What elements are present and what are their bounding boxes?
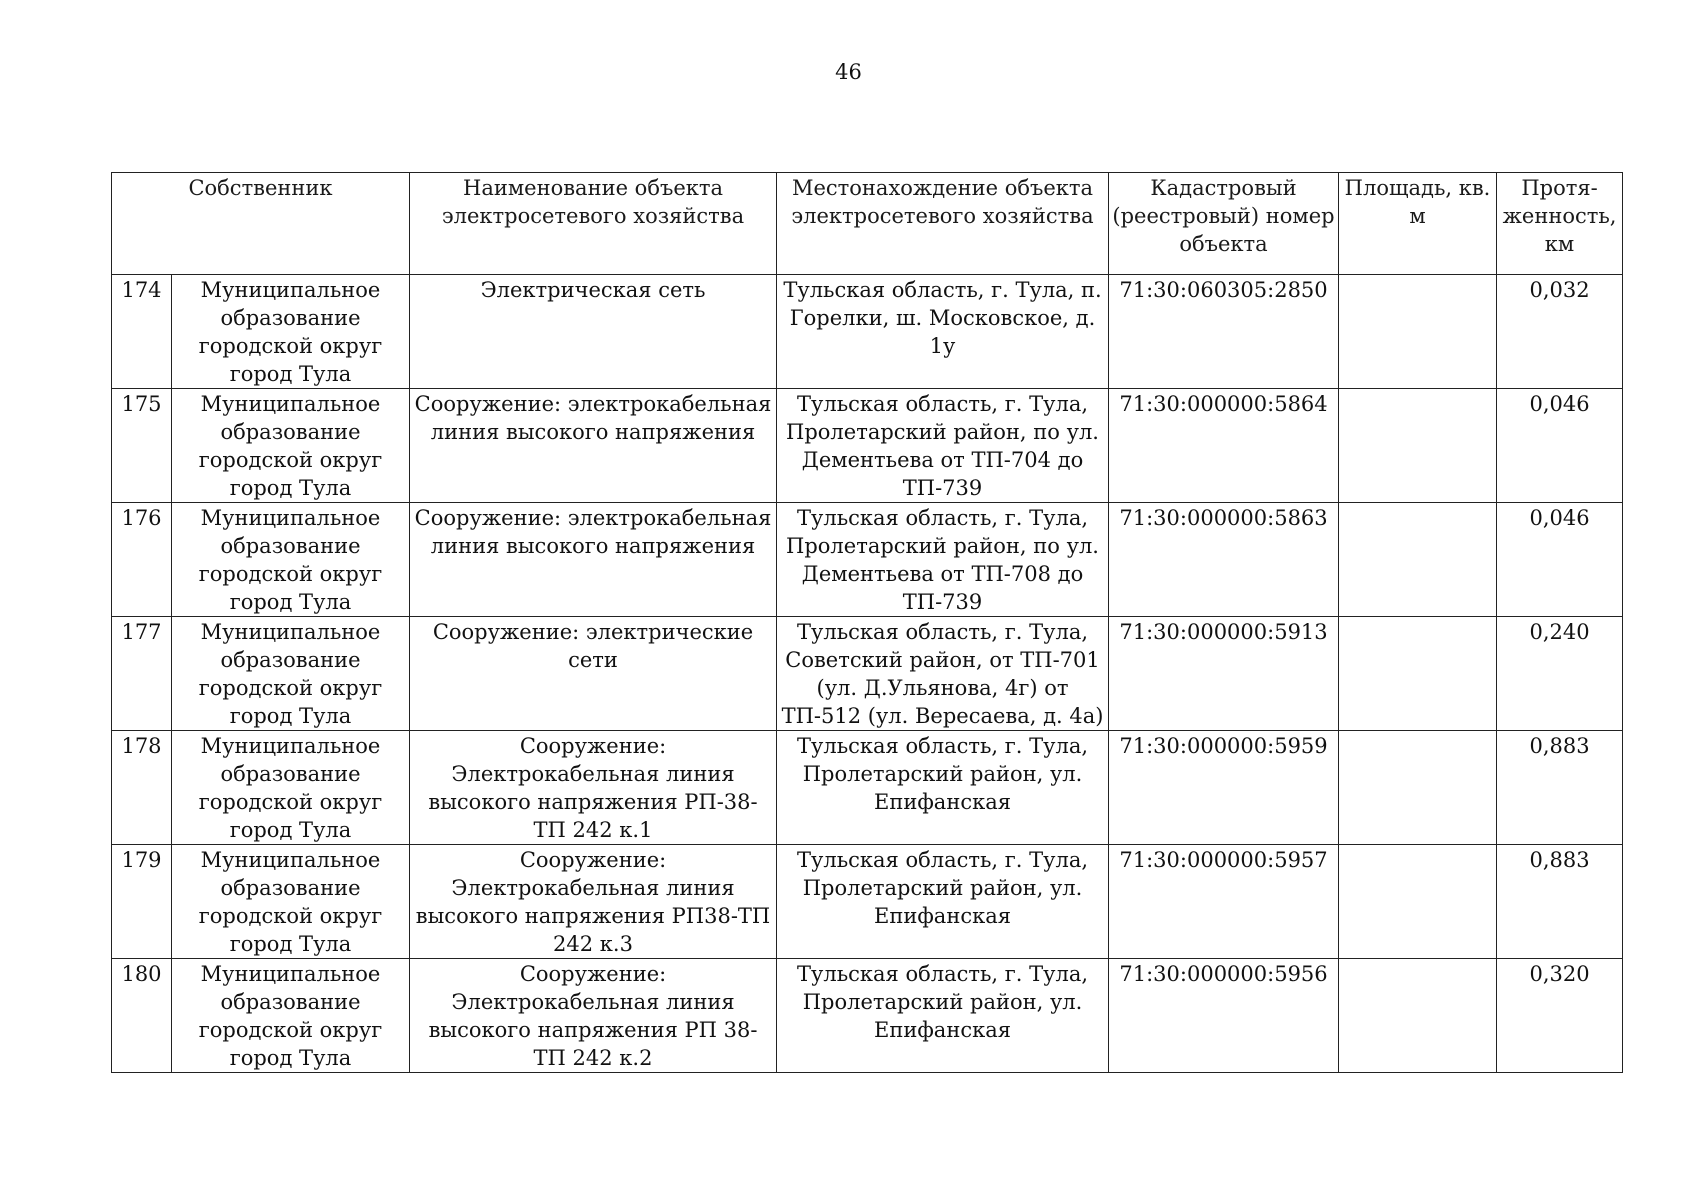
row-number: 179 <box>112 845 172 959</box>
row-number: 180 <box>112 959 172 1073</box>
cadastral-cell: 71:30:000000:5957 <box>1109 845 1339 959</box>
header-name: Наименование объекта электросетевого хозяйства <box>410 173 777 275</box>
area-cell <box>1339 731 1497 845</box>
owner-cell: Муниципальное образование городской округ город Тула <box>172 845 410 959</box>
object-name-cell: Сооружение: Электрокабельная линия высокого напряжения РП 38-ТП 242 к.2 <box>410 959 777 1073</box>
owner-cell: Муниципальное образование городской округ город Тула <box>172 503 410 617</box>
location-cell: Тульская область, г. Тула, Советский район, от ТП-701 (ул. Д.Ульянова, 4г) от ТП-512 (ул. Вересаева, д. 4а) <box>777 617 1109 731</box>
length-cell: 0,046 <box>1497 503 1623 617</box>
owner-cell: Муниципальное образование городской округ город Тула <box>172 959 410 1073</box>
header-row <box>112 173 1623 275</box>
area-cell <box>1339 275 1497 389</box>
object-name-cell: Сооружение: электрокабельная линия высокого напряжения <box>410 503 777 617</box>
row-number: 174 <box>112 275 172 389</box>
table-row <box>112 389 1623 503</box>
length-cell: 0,883 <box>1497 845 1623 959</box>
row-number: 177 <box>112 617 172 731</box>
owner-cell: Муниципальное образование городской округ город Тула <box>172 389 410 503</box>
location-cell: Тульская область, г. Тула, п. Горелки, ш. Московское, д. 1у <box>777 275 1109 389</box>
area-cell <box>1339 959 1497 1073</box>
object-name-cell: Сооружение: электрические сети <box>410 617 777 731</box>
cadastral-cell: 71:30:000000:5864 <box>1109 389 1339 503</box>
location-cell: Тульская область, г. Тула, Пролетарский район, по ул. Дементьева от ТП-704 до ТП-739 <box>777 389 1109 503</box>
header-cadastral: Кадастровый (реестровый) номер объекта <box>1109 173 1339 275</box>
cadastral-cell: 71:30:000000:5913 <box>1109 617 1339 731</box>
table-row <box>112 959 1623 1073</box>
table-row <box>112 617 1623 731</box>
length-cell: 0,240 <box>1497 617 1623 731</box>
length-cell: 0,046 <box>1497 389 1623 503</box>
object-name-cell: Сооружение: Электрокабельная линия высокого напряжения РП38-ТП 242 к.3 <box>410 845 777 959</box>
object-name-cell: Сооружение: электрокабельная линия высокого напряжения <box>410 389 777 503</box>
header-owner: Собственник <box>112 173 410 275</box>
object-name-cell: Электрическая сеть <box>410 275 777 389</box>
location-cell: Тульская область, г. Тула, Пролетарский район, по ул. Дементьева от ТП-708 до ТП-739 <box>777 503 1109 617</box>
row-number: 178 <box>112 731 172 845</box>
header-length: Протя-женность, км <box>1497 173 1623 275</box>
row-number: 176 <box>112 503 172 617</box>
page-number: 46 <box>835 60 862 84</box>
table-row <box>112 275 1623 389</box>
cadastral-cell: 71:30:000000:5863 <box>1109 503 1339 617</box>
length-cell: 0,883 <box>1497 731 1623 845</box>
location-cell: Тульская область, г. Тула, Пролетарский район, ул. Епифанская <box>777 845 1109 959</box>
table-header <box>112 173 1623 275</box>
length-cell: 0,320 <box>1497 959 1623 1073</box>
cadastral-cell: 71:30:060305:2850 <box>1109 275 1339 389</box>
table-row <box>112 845 1623 959</box>
header-location: Местонахождение объекта электросетевого хозяйства <box>777 173 1109 275</box>
owner-cell: Муниципальное образование городской округ город Тула <box>172 275 410 389</box>
area-cell <box>1339 845 1497 959</box>
area-cell <box>1339 617 1497 731</box>
cadastral-cell: 71:30:000000:5959 <box>1109 731 1339 845</box>
location-cell: Тульская область, г. Тула, Пролетарский район, ул. Епифанская <box>777 959 1109 1073</box>
location-cell: Тульская область, г. Тула, Пролетарский район, ул. Епифанская <box>777 731 1109 845</box>
length-cell: 0,032 <box>1497 275 1623 389</box>
header-area: Площадь, кв. м <box>1339 173 1497 275</box>
area-cell <box>1339 503 1497 617</box>
table-body <box>112 275 1623 1073</box>
cadastral-cell: 71:30:000000:5956 <box>1109 959 1339 1073</box>
table-row <box>112 503 1623 617</box>
row-number: 175 <box>112 389 172 503</box>
object-name-cell: Сооружение: Электрокабельная линия высокого напряжения РП-38-ТП 242 к.1 <box>410 731 777 845</box>
owner-cell: Муниципальное образование городской округ город Тула <box>172 617 410 731</box>
registry-table <box>111 172 1623 1073</box>
owner-cell: Муниципальное образование городской округ город Тула <box>172 731 410 845</box>
table-row <box>112 731 1623 845</box>
area-cell <box>1339 389 1497 503</box>
